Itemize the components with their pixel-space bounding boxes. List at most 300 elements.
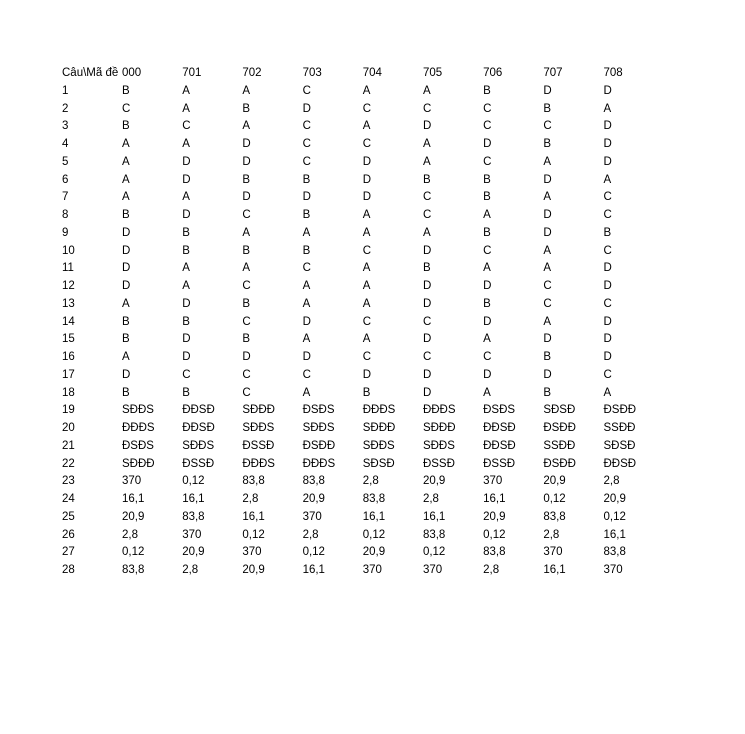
question-number-cell[interactable]: 24 xyxy=(62,493,75,505)
answer-cell[interactable]: D xyxy=(603,333,612,346)
answer-cell[interactable]: 83,8 xyxy=(362,493,386,505)
table-row xyxy=(62,456,664,474)
answer-cell[interactable]: SĐĐĐ xyxy=(122,457,155,470)
answer-cell[interactable]: A xyxy=(122,173,130,186)
answer-cell[interactable]: 2,8 xyxy=(302,528,319,541)
answer-cell[interactable]: ĐĐĐS xyxy=(362,404,396,417)
answer-cell[interactable]: 83,8 xyxy=(122,564,145,576)
answer-cell[interactable]: C xyxy=(603,244,612,257)
question-number-cell[interactable]: 11 xyxy=(62,262,74,275)
answer-cell[interactable]: 83,8 xyxy=(543,510,566,523)
answer-cell[interactable]: SĐĐĐ xyxy=(242,404,275,417)
question-number-cell[interactable]: 9 xyxy=(62,226,69,239)
answer-cell[interactable]: B xyxy=(483,226,491,239)
answer-cell[interactable]: A xyxy=(543,155,551,168)
answer-cell[interactable]: 16,1 xyxy=(122,493,145,505)
answer-cell[interactable]: A xyxy=(483,262,491,275)
answer-cell[interactable]: C xyxy=(302,120,311,133)
answer-cell[interactable]: D xyxy=(483,315,492,328)
header-cell-code[interactable]: 707 xyxy=(543,67,563,79)
answer-cell[interactable]: C xyxy=(603,297,612,310)
question-number-cell[interactable]: 5 xyxy=(62,155,69,168)
answer-cell[interactable]: C xyxy=(543,280,552,292)
answer-cell[interactable]: A xyxy=(543,244,551,257)
table-row xyxy=(62,544,664,562)
answer-cell[interactable]: ĐSSĐ xyxy=(242,439,275,452)
answer-cell[interactable]: 20,9 xyxy=(122,510,145,523)
header-cell-code[interactable]: 706 xyxy=(483,67,503,79)
header-cell-code[interactable]: 704 xyxy=(362,67,382,79)
answer-cell[interactable]: B xyxy=(483,191,491,204)
answer-cell[interactable]: C xyxy=(302,84,311,97)
answer-cell[interactable]: B xyxy=(483,173,491,186)
answer-cell[interactable]: A xyxy=(422,138,431,150)
answer-cell[interactable]: B xyxy=(543,351,551,363)
answer-cell[interactable]: ĐSĐS xyxy=(122,439,154,452)
header-cell-code[interactable]: 703 xyxy=(302,67,322,79)
table-row xyxy=(62,154,664,172)
answer-cell[interactable]: 370 xyxy=(122,475,142,488)
answer-cell[interactable]: 0,12 xyxy=(422,546,446,559)
question-number-cell[interactable]: 17 xyxy=(62,368,75,381)
answer-cell[interactable]: D xyxy=(603,351,612,363)
answer-cell[interactable]: C xyxy=(483,155,492,168)
answer-cell[interactable]: ĐSĐĐ xyxy=(543,457,576,470)
answer-cell[interactable]: A xyxy=(362,209,371,221)
answer-cell[interactable]: D xyxy=(543,368,552,381)
answer-cell[interactable]: A xyxy=(122,155,130,168)
answer-cell[interactable]: B xyxy=(122,386,130,399)
answer-cell[interactable]: C xyxy=(242,280,251,292)
question-number-cell[interactable]: 25 xyxy=(62,510,75,523)
answer-cell[interactable]: A xyxy=(242,226,251,239)
answer-cell[interactable]: C xyxy=(422,209,432,221)
answer-cell[interactable]: D xyxy=(362,368,372,381)
answer-cell[interactable]: A xyxy=(362,297,371,310)
answer-cell[interactable]: 0,12 xyxy=(242,528,265,541)
answer-cell[interactable]: SĐSĐ xyxy=(362,457,395,470)
answer-cell[interactable]: ĐĐĐS xyxy=(122,422,155,434)
answer-cell[interactable]: 16,1 xyxy=(543,564,566,576)
question-number-cell[interactable]: 16 xyxy=(62,351,75,363)
answer-cell[interactable]: 2,8 xyxy=(242,493,259,505)
answer-cell[interactable]: 16,1 xyxy=(422,510,446,523)
answer-cell[interactable]: SĐĐS xyxy=(122,404,154,417)
answer-cell[interactable]: A xyxy=(182,280,190,292)
answer-cell[interactable]: 83,8 xyxy=(422,528,446,541)
answer-cell[interactable]: 0,12 xyxy=(302,546,325,559)
answer-cell[interactable]: A xyxy=(242,84,251,97)
answer-cell[interactable]: B xyxy=(122,209,130,221)
answer-cell[interactable]: D xyxy=(302,315,311,328)
table-row xyxy=(62,83,664,101)
question-number-cell[interactable]: 13 xyxy=(62,297,75,310)
answer-cell[interactable]: D xyxy=(122,368,131,381)
answer-cell[interactable]: A xyxy=(182,138,190,150)
answer-cell[interactable]: A xyxy=(362,333,371,346)
answer-cell[interactable]: 2,8 xyxy=(483,564,500,576)
answer-cell[interactable]: A xyxy=(302,333,311,346)
answer-cell[interactable]: A xyxy=(543,262,551,275)
answer-cell[interactable]: 16,1 xyxy=(483,493,506,505)
answer-cell[interactable]: SĐSĐ xyxy=(543,404,576,417)
answer-cell[interactable]: C xyxy=(362,244,372,257)
header-cell-question[interactable]: Câu\Mã đề xyxy=(62,67,119,79)
question-number-cell[interactable]: 27 xyxy=(62,546,75,559)
answer-cell[interactable]: D xyxy=(182,351,191,363)
answer-cell[interactable]: B xyxy=(242,244,251,257)
answer-cell[interactable]: A xyxy=(543,191,551,204)
answer-cell[interactable]: D xyxy=(362,155,372,168)
answer-cell[interactable]: C xyxy=(362,351,372,363)
answer-cell[interactable]: 83,8 xyxy=(242,475,265,488)
answer-cell[interactable]: A xyxy=(603,102,612,115)
answer-cell[interactable]: A xyxy=(603,173,612,186)
answer-cell[interactable]: B xyxy=(182,244,190,257)
answer-cell[interactable]: A xyxy=(362,226,371,239)
answer-cell[interactable]: ĐSĐS xyxy=(483,404,516,417)
answer-cell[interactable]: 16,1 xyxy=(362,510,386,523)
answer-cell[interactable]: C xyxy=(603,191,612,204)
answer-cell[interactable]: ĐĐSĐ xyxy=(483,439,516,452)
answer-cell[interactable]: A xyxy=(242,120,251,133)
answer-cell[interactable]: A xyxy=(302,280,311,292)
question-number-cell[interactable]: 6 xyxy=(62,173,69,186)
answer-cell[interactable]: D xyxy=(422,368,432,381)
answer-cell[interactable]: C xyxy=(242,386,251,399)
question-number-cell[interactable]: 14 xyxy=(62,315,75,328)
answer-key-table xyxy=(62,65,664,580)
answer-cell[interactable]: 20,9 xyxy=(242,564,265,576)
question-number-cell[interactable]: 20 xyxy=(62,422,75,434)
answer-cell[interactable]: C xyxy=(122,102,131,115)
answer-cell[interactable]: D xyxy=(182,155,191,168)
answer-cell[interactable]: A xyxy=(362,262,371,275)
table-row xyxy=(62,349,664,367)
answer-cell[interactable]: B xyxy=(543,138,551,150)
answer-cell[interactable]: A xyxy=(182,84,190,97)
answer-cell[interactable]: 20,9 xyxy=(182,546,205,559)
answer-cell[interactable]: 370 xyxy=(543,546,563,559)
answer-cell[interactable]: C xyxy=(302,262,311,275)
answer-cell[interactable]: A xyxy=(422,155,431,168)
answer-cell[interactable]: ĐĐSĐ xyxy=(182,422,215,434)
answer-cell[interactable]: D xyxy=(242,351,251,363)
answer-cell[interactable]: 0,12 xyxy=(483,528,506,541)
answer-cell[interactable]: B xyxy=(242,102,251,115)
question-number-cell[interactable]: 3 xyxy=(62,120,69,133)
answer-cell[interactable]: 83,8 xyxy=(182,510,205,523)
answer-cell[interactable]: C xyxy=(422,191,432,204)
answer-cell[interactable]: 20,9 xyxy=(543,475,566,488)
answer-cell[interactable]: A xyxy=(122,138,130,150)
answer-cell[interactable]: SĐSĐ xyxy=(603,439,636,452)
answer-cell[interactable]: C xyxy=(242,315,251,328)
question-number-cell[interactable]: 4 xyxy=(62,138,69,150)
answer-cell[interactable]: C xyxy=(362,315,372,328)
answer-cell[interactable]: 16,1 xyxy=(603,528,626,541)
answer-cell[interactable]: ĐĐĐS xyxy=(302,457,336,470)
answer-cell[interactable]: B xyxy=(603,226,612,239)
answer-cell[interactable]: B xyxy=(122,315,130,328)
answer-cell[interactable]: B xyxy=(422,262,431,275)
answer-cell[interactable]: 2,8 xyxy=(182,564,199,576)
answer-cell[interactable]: C xyxy=(543,120,552,133)
answer-cell[interactable]: D xyxy=(122,226,131,239)
answer-cell[interactable]: D xyxy=(422,244,432,257)
answer-cell[interactable]: D xyxy=(543,226,552,239)
answer-cell[interactable]: 0,12 xyxy=(362,528,386,541)
answer-cell[interactable]: 20,9 xyxy=(603,493,626,505)
answer-cell[interactable]: C xyxy=(422,351,432,363)
answer-cell[interactable]: C xyxy=(362,138,372,150)
answer-cell[interactable]: C xyxy=(483,351,492,363)
answer-cell[interactable]: A xyxy=(362,280,371,292)
question-number-cell[interactable]: 19 xyxy=(62,404,75,417)
answer-cell[interactable]: B xyxy=(543,386,551,399)
answer-cell[interactable]: C xyxy=(483,102,492,115)
answer-cell[interactable]: A xyxy=(242,262,251,275)
answer-cell[interactable]: SĐĐĐ xyxy=(422,422,456,434)
answer-cell[interactable]: A xyxy=(182,262,190,275)
answer-cell[interactable]: C xyxy=(483,120,492,133)
question-number-cell[interactable]: 8 xyxy=(62,209,69,221)
answer-cell[interactable]: D xyxy=(242,138,251,150)
header-cell-code[interactable]: 701 xyxy=(182,67,202,79)
answer-cell[interactable]: A xyxy=(362,84,371,97)
answer-cell[interactable]: C xyxy=(483,244,492,257)
header-cell-code[interactable]: 000 xyxy=(122,67,142,79)
answer-cell[interactable]: B xyxy=(302,173,311,186)
answer-cell[interactable]: D xyxy=(483,138,492,150)
answer-cell[interactable]: ĐĐĐS xyxy=(422,404,456,417)
answer-cell[interactable]: ĐSĐĐ xyxy=(603,404,637,417)
answer-cell[interactable]: 20,9 xyxy=(422,475,446,488)
answer-cell[interactable]: 0,12 xyxy=(543,493,566,505)
answer-cell[interactable]: C xyxy=(182,368,191,381)
answer-cell[interactable]: D xyxy=(603,84,612,97)
answer-cell[interactable]: 16,1 xyxy=(182,493,205,505)
answer-cell[interactable]: D xyxy=(483,368,492,381)
answer-cell[interactable]: B xyxy=(242,297,251,310)
answer-cell[interactable]: SĐĐĐ xyxy=(362,422,396,434)
answer-cell[interactable]: D xyxy=(543,333,552,346)
answer-cell[interactable]: D xyxy=(122,262,131,275)
answer-cell[interactable]: ĐĐSĐ xyxy=(182,404,215,417)
question-number-cell[interactable]: 28 xyxy=(62,564,75,576)
answer-cell[interactable]: ĐSĐS xyxy=(302,404,335,417)
answer-cell[interactable]: D xyxy=(543,209,552,221)
answer-cell[interactable]: C xyxy=(543,297,552,310)
answer-cell[interactable]: D xyxy=(603,262,612,275)
answer-cell[interactable]: A xyxy=(483,333,491,346)
answer-cell[interactable]: C xyxy=(242,368,251,381)
answer-cell[interactable]: 83,8 xyxy=(302,475,325,488)
answer-cell[interactable]: 0,12 xyxy=(182,475,205,488)
answer-cell[interactable]: A xyxy=(182,191,190,204)
answer-cell[interactable]: D xyxy=(422,280,432,292)
header-cell-code[interactable]: 702 xyxy=(242,67,262,79)
answer-cell[interactable]: D xyxy=(302,191,311,204)
answer-cell[interactable]: 370 xyxy=(302,510,322,523)
answer-cell[interactable]: D xyxy=(182,173,191,186)
table-row xyxy=(62,243,664,261)
answer-cell[interactable]: D xyxy=(242,155,251,168)
table-row xyxy=(62,189,664,207)
answer-cell[interactable]: D xyxy=(302,102,311,115)
question-number-cell[interactable]: 18 xyxy=(62,386,75,399)
answer-cell[interactable]: C xyxy=(422,315,432,328)
question-number-cell[interactable]: 2 xyxy=(62,102,69,115)
answer-cell[interactable]: D xyxy=(362,191,372,204)
answer-cell[interactable]: 20,9 xyxy=(483,510,506,523)
answer-cell[interactable]: ĐĐSĐ xyxy=(603,457,637,470)
answer-cell[interactable]: D xyxy=(182,297,191,310)
answer-cell[interactable]: 370 xyxy=(362,564,382,576)
answer-cell[interactable]: D xyxy=(122,244,131,257)
answer-cell[interactable]: D xyxy=(483,280,492,292)
answer-cell[interactable]: 20,9 xyxy=(362,546,386,559)
answer-cell[interactable]: B xyxy=(302,244,311,257)
answer-cell[interactable]: SĐĐS xyxy=(362,439,395,452)
answer-cell[interactable]: A xyxy=(122,191,130,204)
answer-cell[interactable]: A xyxy=(422,84,431,97)
answer-cell[interactable]: ĐSSĐ xyxy=(422,457,455,470)
answer-cell[interactable]: 370 xyxy=(603,564,623,576)
header-cell-code[interactable]: 708 xyxy=(603,67,623,79)
answer-cell[interactable]: A xyxy=(422,226,431,239)
answer-cell[interactable]: 2,8 xyxy=(422,493,439,505)
answer-cell[interactable]: C xyxy=(422,102,432,115)
question-number-cell[interactable]: 1 xyxy=(62,84,69,97)
answer-cell[interactable]: D xyxy=(543,84,552,97)
answer-cell[interactable]: D xyxy=(422,297,432,310)
table-row xyxy=(62,331,664,349)
answer-cell[interactable]: D xyxy=(603,280,612,292)
answer-cell[interactable]: D xyxy=(182,209,191,221)
answer-cell[interactable]: A xyxy=(302,226,311,239)
answer-cell[interactable]: D xyxy=(182,333,191,346)
answer-cell[interactable]: C xyxy=(182,120,191,133)
answer-cell[interactable]: C xyxy=(362,102,372,115)
answer-cell[interactable]: A xyxy=(543,315,551,328)
answer-cell[interactable]: B xyxy=(543,102,551,115)
answer-cell[interactable]: SSĐĐ xyxy=(603,422,636,434)
answer-cell[interactable]: ĐĐĐS xyxy=(242,457,275,470)
answer-cell[interactable]: A xyxy=(483,209,491,221)
answer-cell[interactable]: D xyxy=(422,120,432,133)
answer-cell[interactable]: B xyxy=(182,226,190,239)
answer-cell[interactable]: B xyxy=(242,173,251,186)
answer-cell[interactable]: 83,8 xyxy=(483,546,506,559)
answer-cell[interactable]: D xyxy=(242,191,251,204)
answer-cell[interactable]: D xyxy=(603,315,612,328)
question-number-cell[interactable]: 22 xyxy=(62,457,75,470)
answer-cell[interactable]: C xyxy=(603,368,612,381)
answer-cell[interactable]: A xyxy=(122,351,130,363)
answer-cell[interactable]: 0,12 xyxy=(603,510,626,523)
question-number-cell[interactable]: 7 xyxy=(62,191,69,204)
answer-cell[interactable]: 16,1 xyxy=(242,510,265,523)
answer-cell[interactable]: SĐĐS xyxy=(242,422,275,434)
answer-cell[interactable]: ĐSSĐ xyxy=(182,457,215,470)
answer-cell[interactable]: D xyxy=(603,138,612,150)
answer-cell[interactable]: B xyxy=(122,120,130,133)
answer-cell[interactable]: ĐSSĐ xyxy=(483,457,516,470)
question-number-cell[interactable]: 12 xyxy=(62,280,75,292)
question-number-cell[interactable]: 15 xyxy=(62,333,75,346)
answer-cell[interactable]: D xyxy=(603,155,612,168)
answer-cell[interactable]: B xyxy=(422,173,431,186)
answer-cell[interactable]: B xyxy=(242,333,251,346)
answer-cell[interactable]: A xyxy=(362,120,371,133)
answer-cell[interactable]: B xyxy=(483,297,491,310)
table-row xyxy=(62,225,664,243)
header-cell-code[interactable]: 705 xyxy=(422,67,443,79)
answer-cell[interactable]: SĐĐS xyxy=(302,422,335,434)
question-number-cell[interactable]: 10 xyxy=(62,244,75,257)
answer-cell[interactable]: SSĐĐ xyxy=(543,439,576,452)
answer-cell[interactable]: ĐSĐĐ xyxy=(302,439,336,452)
answer-cell[interactable]: 2,8 xyxy=(362,475,379,488)
answer-cell[interactable]: 83,8 xyxy=(603,546,626,559)
answer-cell[interactable]: A xyxy=(603,386,612,399)
answer-cell[interactable]: D xyxy=(422,333,432,346)
answer-cell[interactable]: B xyxy=(483,84,491,97)
answer-cell[interactable]: D xyxy=(422,386,432,399)
answer-cell[interactable]: SĐĐS xyxy=(422,439,455,452)
answer-cell[interactable]: C xyxy=(302,155,311,168)
answer-cell[interactable]: B xyxy=(302,209,311,221)
answer-cell[interactable]: A xyxy=(302,297,311,310)
answer-cell[interactable]: C xyxy=(302,138,311,150)
answer-cell[interactable]: A xyxy=(122,297,130,310)
answer-cell[interactable]: SĐĐS xyxy=(182,439,215,452)
answer-cell[interactable]: A xyxy=(483,386,491,399)
answer-cell[interactable]: A xyxy=(182,102,190,115)
answer-cell[interactable]: B xyxy=(122,333,130,346)
answer-cell[interactable]: D xyxy=(362,173,372,186)
answer-cell[interactable]: 370 xyxy=(422,564,443,576)
answer-cell[interactable]: 16,1 xyxy=(302,564,325,576)
answer-cell[interactable]: B xyxy=(122,84,130,97)
question-number-cell[interactable]: 21 xyxy=(62,439,75,452)
answer-cell[interactable]: 370 xyxy=(182,528,202,541)
answer-cell[interactable]: 2,8 xyxy=(603,475,620,488)
answer-cell[interactable]: ĐĐSĐ xyxy=(483,422,516,434)
answer-cell[interactable]: D xyxy=(543,173,552,186)
answer-cell[interactable]: 0,12 xyxy=(122,546,145,559)
answer-cell[interactable]: C xyxy=(603,209,612,221)
answer-cell[interactable]: B xyxy=(182,386,190,399)
question-number-cell[interactable]: 23 xyxy=(62,475,75,488)
answer-cell[interactable]: ĐSĐĐ xyxy=(543,422,576,434)
answer-cell[interactable]: A xyxy=(302,386,311,399)
answer-cell[interactable]: 2,8 xyxy=(543,528,560,541)
answer-cell[interactable]: B xyxy=(182,315,190,328)
answer-cell[interactable]: 370 xyxy=(483,475,503,488)
answer-cell[interactable]: 370 xyxy=(242,546,262,559)
question-number-cell[interactable]: 26 xyxy=(62,528,75,541)
answer-cell[interactable]: 2,8 xyxy=(122,528,138,541)
answer-cell[interactable]: 20,9 xyxy=(302,493,325,505)
answer-cell[interactable]: C xyxy=(302,368,311,381)
answer-cell[interactable]: D xyxy=(302,351,311,363)
answer-cell[interactable]: B xyxy=(362,386,371,399)
answer-cell[interactable]: D xyxy=(122,280,131,292)
answer-cell[interactable]: D xyxy=(603,120,612,133)
answer-cell[interactable]: C xyxy=(242,209,251,221)
